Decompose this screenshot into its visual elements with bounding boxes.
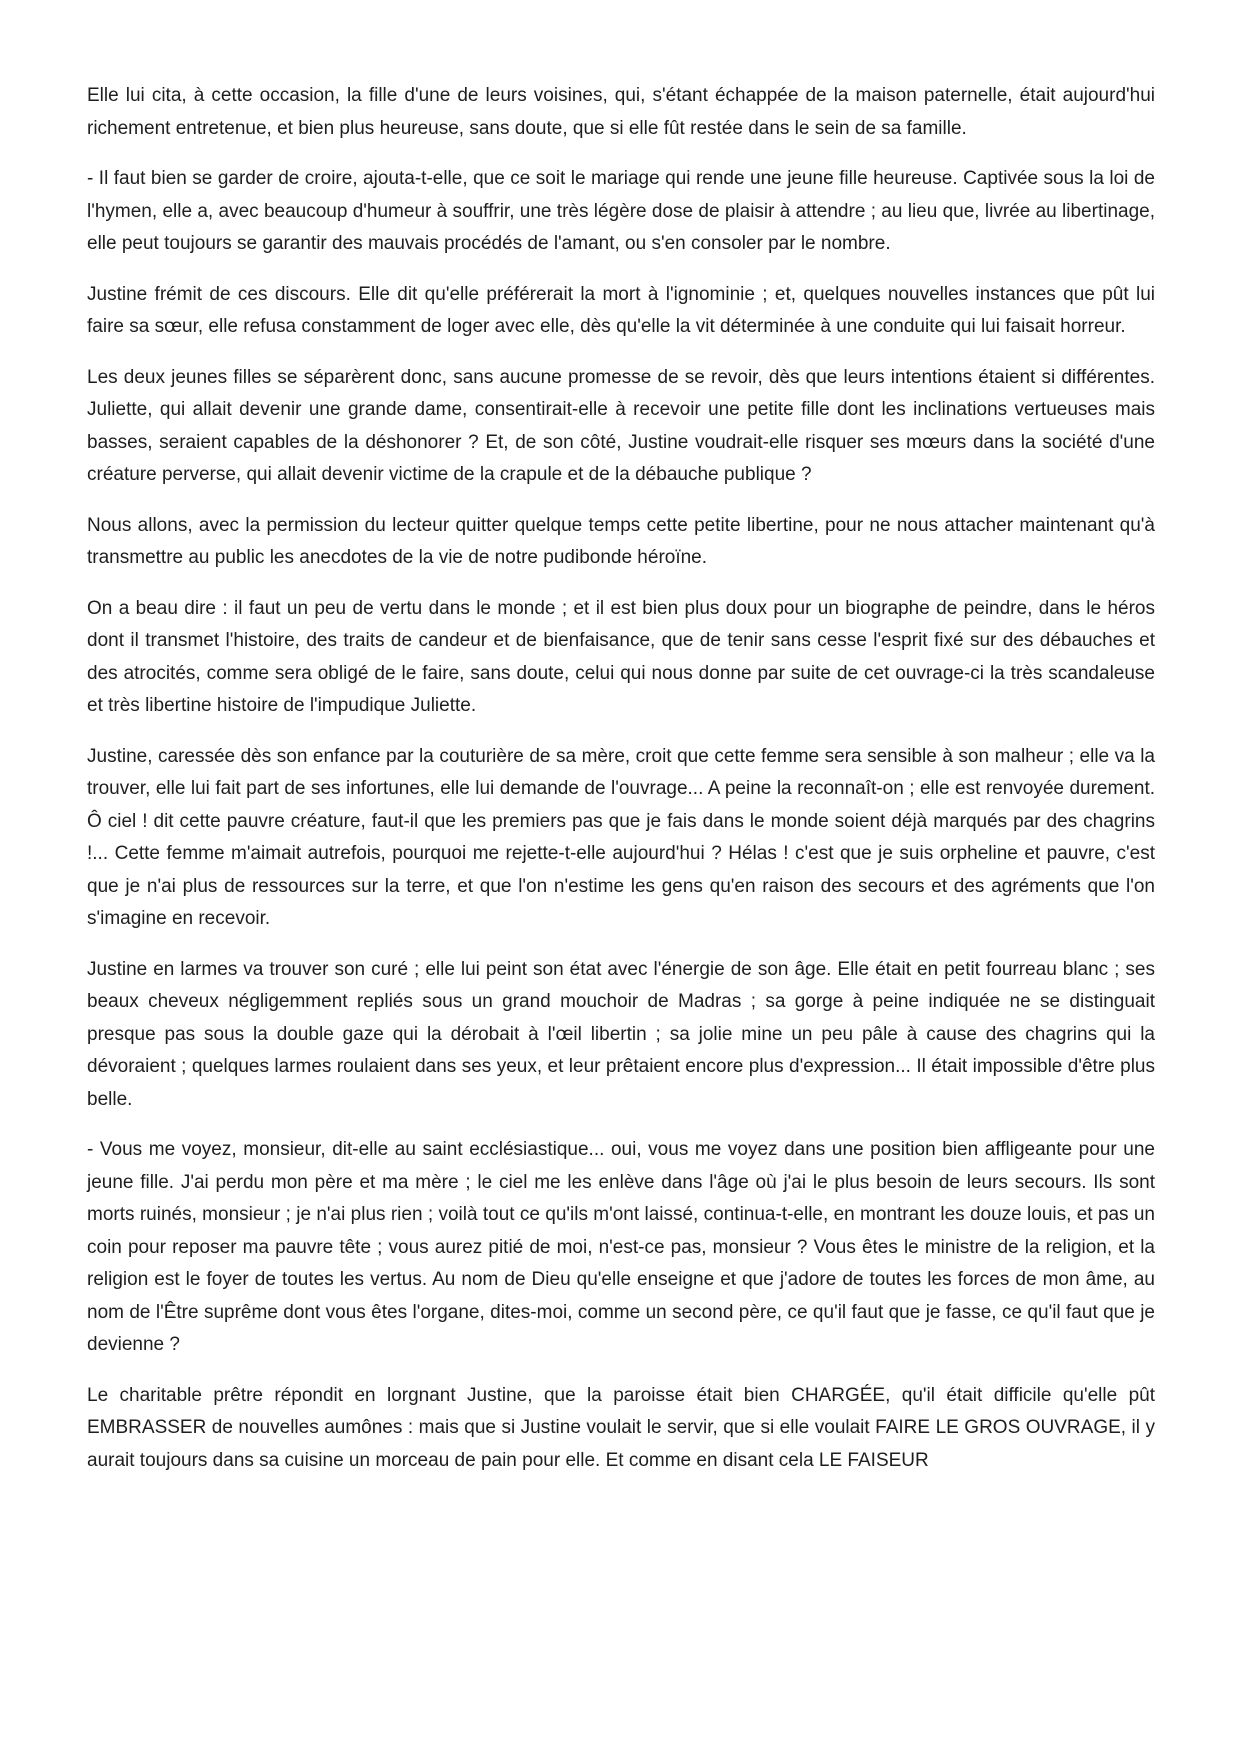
paragraph: Elle lui cita, à cette occasion, la fille d'une de leurs voisines, qui, s'étant échappée de la maison paternelle, était aujourd'hui richement entretenue, et bien plus heureuse, sans doute, que si elle fût restée dans le sein de sa famille. [87, 85, 1155, 139]
paragraph: Nous allons, avec la permission du lecteur quitter quelque temps cette petite libertine, pour ne nous attacher maintenant qu'à transmettre au public les anecdotes de la vie de notre pudibonde héroïne. [87, 514, 1155, 568]
paragraph: Le charitable prêtre répondit en lorgnant Justine, que la paroisse était bien CHARGÉE, qu'il était difficile qu'elle pût EMBRASSER de nouvelles aumônes : mais que si Justine voulait le servir, que si elle voulait FAIRE LE GROS OUVRAGE, il y aurait toujours dans sa cuisine un morceau de pain pour elle. Et comme en disant cela LE FAISEUR [87, 1384, 1155, 1471]
paragraph: Justine en larmes va trouver son curé ; elle lui peint son état avec l'énergie de son âge. Elle était en petit fourreau blanc ; ses beaux cheveux négligemment repliés sous un grand mouchoir de Madras ; sa gorge à peine indiquée ne se distinguait presque pas sous la double gaze qui la dérobait à l'œil libertin ; sa jolie mine un peu pâle à cause des chagrins qui la dévoraient ; quelques larmes roulaient dans ses yeux, et leur prêtaient encore plus d'expression... Il était impossible d'être plus belle. [87, 958, 1155, 1110]
paragraph: On a beau dire : il faut un peu de vertu dans le monde ; et il est bien plus doux pour un biographe de peindre, dans le héros dont il transmet l'histoire, des traits de candeur et de bienfaisance, que de tenir sans cesse l'esprit fixé sur des débauches et des atrocités, comme sera obligé de le faire, sans doute, celui qui nous donne par suite de cet ouvrage-ci la très scandaleuse et très libertine histoire de l'impudique Juliette. [87, 597, 1155, 716]
document-page [87, 80, 1155, 1495]
paragraph: - Vous me voyez, monsieur, dit-elle au saint ecclésiastique... oui, vous me voyez dans une position bien affligeante pour une jeune fille. J'ai perdu mon père et ma mère ; le ciel me les enlève dans l'âge où j'ai le plus besoin de leurs secours. Ils sont morts ruinés, monsieur ; je n'ai plus rien ; voilà tout ce qu'ils m'ont laissé, continua-t-elle, en montrant les douze louis, et pas un coin pour reposer ma pauvre tête ; vous aurez pitié de moi, n'est-ce pas, monsieur ? Vous êtes le ministre de la religion, et la religion est le foyer de toutes les vertus. Au nom de Dieu qu'elle enseigne et que j'adore de toutes les forces de mon âme, au nom de l'Être suprême dont vous êtes l'organe, dites-moi, comme un second père, ce qu'il faut que je fasse, ce qu'il faut que je devienne ? [87, 1139, 1155, 1355]
paragraph: Justine frémit de ces discours. Elle dit qu'elle préférerait la mort à l'ignominie ; et, quelques nouvelles instances que pût lui faire sa sœur, elle refusa constamment de loger avec elle, dès qu'elle la vit déterminée à une conduite qui lui faisait horreur. [87, 283, 1155, 337]
paragraph: Les deux jeunes filles se séparèrent donc, sans aucune promesse de se revoir, dès que leurs intentions étaient si différentes. Juliette, qui allait devenir une grande dame, consentirait-elle à recevoir une petite fille dont les inclinations vertueuses mais basses, seraient capables de la déshonorer ? Et, de son côté, Justine voudrait-elle risquer ses mœurs dans la société d'une créature perverse, qui allait devenir victime de la crapule et de la débauche publique ? [87, 366, 1155, 485]
paragraph: - Il faut bien se garder de croire, ajouta-t-elle, que ce soit le mariage qui rende une jeune fille heureuse. Captivée sous la loi de l'hymen, elle a, avec beaucoup d'humeur à souffrir, une très légère dose de plaisir à attendre ; au lieu que, livrée au libertinage, elle peut toujours se garantir des mauvais procédés de l'amant, ou s'en consoler par le nombre. [87, 168, 1155, 254]
paragraph: Justine, caressée dès son enfance par la couturière de sa mère, croit que cette femme sera sensible à son malheur ; elle va la trouver, elle lui fait part de ses infortunes, elle lui demande de l'ouvrage... A peine la reconnaît-on ; elle est renvoyée durement. Ô ciel ! dit cette pauvre créature, faut-il que les premiers pas que je fais dans le monde soient déjà marqués par des chagrins !... Cette femme m'aimait autrefois, pourquoi me rejette-t-elle aujourd'hui ? Hélas ! c'est que je suis orpheline et pauvre, c'est que je n'ai plus de ressources sur la terre, et que l'on n'estime les gens qu'en raison des secours et des agréments que l'on s'imagine en recevoir. [87, 745, 1155, 929]
